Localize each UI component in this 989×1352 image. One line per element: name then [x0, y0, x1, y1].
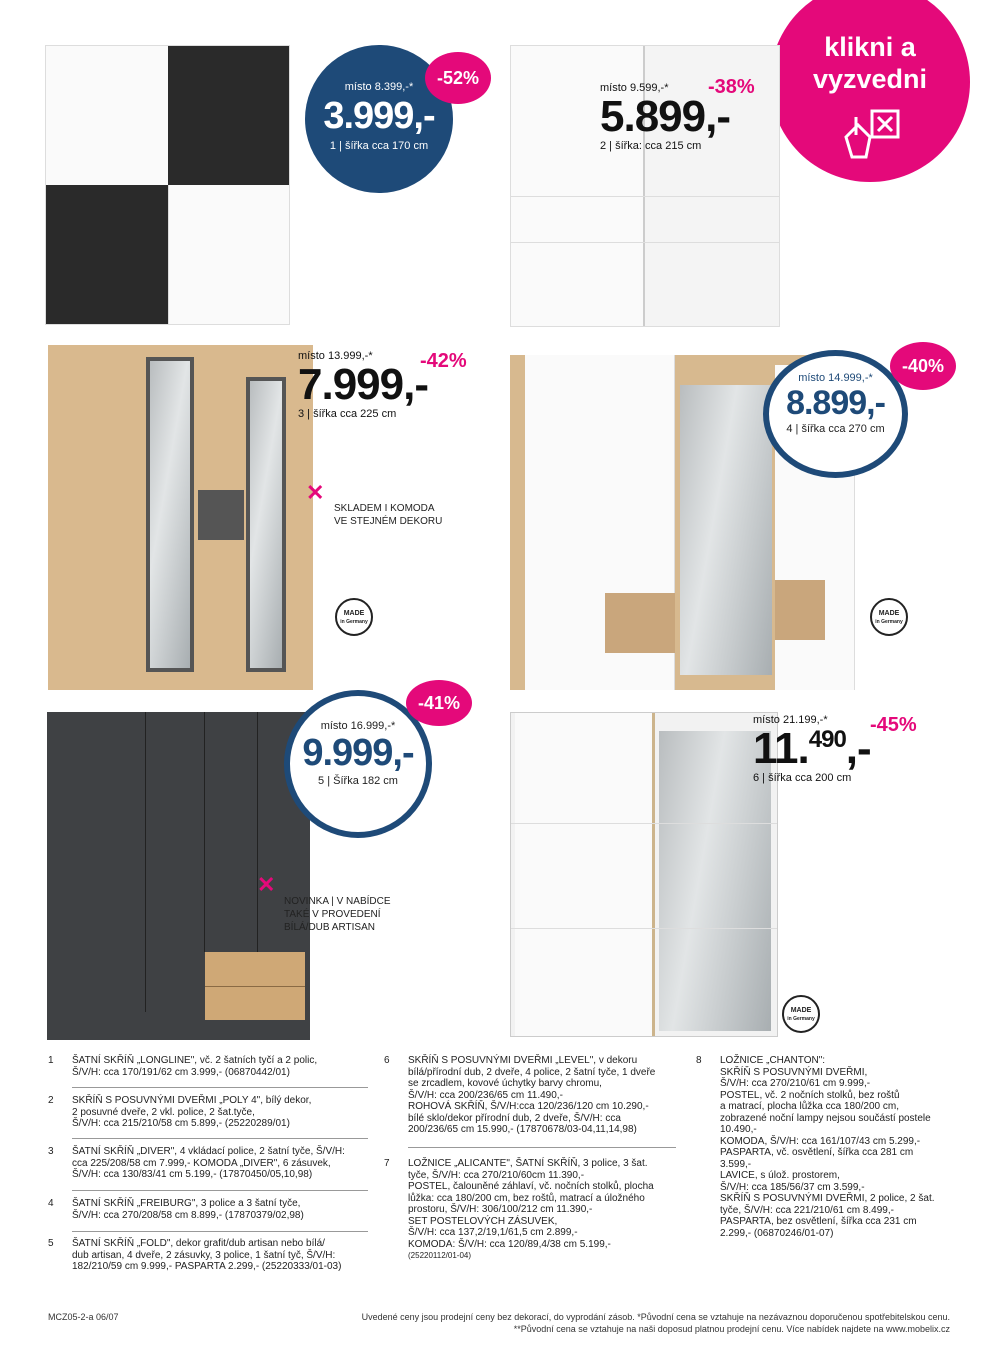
was-price: místo 16.999,-* [320, 720, 396, 732]
desc-line: LOŽNICE „CHANTON": [720, 1055, 826, 1066]
wardrobe-level-image [510, 712, 778, 1037]
desc-line: LOŽNICE „ALICANTE", ŠATNÍ SKŘÍŇ, 3 police, 3 šat. [408, 1158, 648, 1169]
desc-line: KOMODA: Š/V/H: cca 120/89,4/38 cm 5.199,- [408, 1238, 611, 1250]
discount-label-6: -45% [870, 714, 917, 736]
desc-line: tyče, Š/V/H: cca 221/210/61 cm 8.499,- [720, 1204, 894, 1216]
desc-line: LAVICE, s úlož. prostorem, [720, 1170, 840, 1181]
desc-line: 200/236/65 cm 15.990,- (17870678/03-04,11,14,98) [408, 1124, 637, 1135]
desc-line: dub artisan, 4 dveře, 2 zásuvky, 3 police, 1 šatní tyč, Š/V/H: [72, 1249, 336, 1261]
sale-price: 3.999,- [323, 95, 435, 137]
sale-price: 5.899,- [600, 92, 730, 141]
note-3 [334, 502, 442, 528]
footer-disclaimer-1: Uvedené ceny jsou prodejní ceny bez dekorací, do vyprodání zásob. *Původní cena se vztahuje na nezávaznou doporučenou spotřebitelskou cenu. [361, 1312, 950, 1322]
desc-line: 3.599,- [720, 1158, 752, 1170]
made-line: MADE [878, 610, 900, 617]
tap-hand-icon [836, 107, 904, 163]
discount-label-3: -42% [420, 350, 467, 372]
separator [72, 1231, 368, 1232]
sale-price: 8.899,- [786, 384, 885, 422]
desc-line: Š/V/H: cca 200/236/65 cm 11.490,- [408, 1089, 563, 1101]
desc-number: 5 [48, 1238, 54, 1249]
sale-price: 7.999,- [298, 360, 428, 409]
x-mark-icon: ✕ [257, 872, 276, 897]
desc-line: SKŘÍŇ S POSUVNÝMI DVEŘMI, 2 police, 2 šat. [720, 1193, 935, 1204]
price-block-6 [753, 714, 871, 784]
separator [72, 1138, 368, 1139]
click-collect-badge[interactable] [770, 0, 970, 182]
desc-line: lůžka: cca 180/200 cm, bez roštů, matrací a úložného [408, 1192, 645, 1204]
desc-line: zobrazené noční lampy nejsou součástí postele [720, 1112, 931, 1124]
x-mark-icon: ✕ [306, 480, 325, 505]
desc-line: 182/210/59 cm 9.999,- PASPARTA 2.299,- (25220333/01-03) [72, 1261, 342, 1272]
desc-line: SET POSTELOVÝCH ZÁSUVEK, [408, 1215, 558, 1227]
was-price: místo 9.599,-* [600, 82, 669, 94]
page-code: MCZ05-2-a 06/07 [48, 1312, 119, 1322]
price-block-3 [298, 350, 428, 420]
desc-line: tyče, Š/V/H: cca 270/210/60cm 11.390,- [408, 1169, 585, 1181]
made-in-germany-badge [335, 598, 373, 636]
desc-line: SKŘÍŇ S POSUVNÝMI DVEŘMI, [720, 1066, 868, 1078]
size-label: 6 | šířka cca 200 cm [753, 772, 852, 784]
separator [72, 1190, 368, 1191]
separator [72, 1087, 368, 1088]
made-in-germany-badge [870, 598, 908, 636]
desc-line: bílá/přírodní dub, 2 dveře, 4 police, 2 šatní tyče, 1 dveře [408, 1066, 656, 1078]
desc-number: 7 [384, 1158, 390, 1169]
price-circle-4 [763, 350, 908, 478]
desc-line: bílé sklo/dekor přírodní dub, 2 dveře, Š/V/H: cca [408, 1112, 621, 1124]
sale-price: 9.999,- [302, 732, 414, 774]
desc-number: 6 [384, 1055, 390, 1066]
desc-line: ŠATNÍ SKŘÍŇ „LONGLINE", vč. 2 šatních tyčí a 2 polic, [72, 1055, 318, 1066]
desc-number: 4 [48, 1198, 54, 1209]
desc-line: 2 posuvné dveře, 2 vkl. police, 2 šat.tyče, [72, 1106, 255, 1118]
desc-line: KOMODA, Š/V/H: cca 161/107/43 cm 5.299,- [720, 1135, 921, 1147]
price-tail: ,- [845, 724, 871, 773]
desc-line: SKŘÍŇ S POSUVNÝMI DVEŘMI „POLY 4", bílý dekor, [72, 1095, 312, 1106]
note-line: BÍLÁ/DUB ARTISAN [284, 922, 375, 933]
desc-line: ROHOVÁ SKŘÍŇ, Š/V/H:cca 120/236/120 cm 10.290,- [408, 1101, 649, 1112]
desc-line: SKŘÍŇ S POSUVNÝMI DVEŘMI „LEVEL", v dekoru [408, 1055, 638, 1066]
separator [408, 1147, 676, 1148]
was-price: místo 21.199,-* [753, 714, 828, 726]
desc-line: POSTEL, čalouněné záhlaví, vč. nočních stolků, plocha [408, 1181, 654, 1192]
desc-line: Š/V/H: cca 130/83/41 cm 5.199,- (17870450/05,10,98) [72, 1169, 313, 1180]
made-line: in Germany [787, 1016, 815, 1022]
wardrobe-diver-image [48, 345, 313, 690]
desc-line: a matrací, plocha lůžka cca 180/200 cm, [720, 1101, 899, 1112]
discount-badge-4: -40% [890, 342, 956, 390]
note-line: NOVINKA | V NABÍDCE [284, 896, 391, 907]
desc-number: 3 [48, 1146, 54, 1157]
cta-line1: klikni a [824, 32, 916, 62]
desc-line: ŠATNÍ SKŘÍŇ „FOLD", dekor grafit/dub artisan nebo bílá/ [72, 1238, 325, 1249]
note-5 [284, 895, 391, 934]
desc-line: 2.299,- (06870246/01-07) [720, 1227, 834, 1239]
was-price: místo 13.999,-* [298, 350, 373, 362]
size-label: 2 | šířka: cca 215 cm [600, 140, 702, 152]
size-label: 3 | šířka cca 225 cm [298, 408, 397, 420]
note-line: VE STEJNÉM DEKORU [334, 516, 443, 527]
made-line: in Germany [875, 619, 903, 625]
made-line: MADE [790, 1007, 812, 1014]
size-label: 4 | šířka cca 270 cm [786, 423, 885, 435]
made-in-germany-badge [782, 995, 820, 1033]
desc-line: 10.490,- [720, 1124, 757, 1135]
made-line: in Germany [340, 619, 368, 625]
desc-line: cca 225/208/58 cm 7.999,- KOMODA „DIVER", 6 zásuvek, [72, 1157, 331, 1169]
desc-number: 1 [48, 1055, 54, 1066]
note-line: SKLADEM I KOMODA [334, 503, 435, 514]
desc-line: ŠATNÍ SKŘÍŇ „FREIBURG", 3 police a 3 šatní tyče, [72, 1198, 301, 1209]
note-line: TAKÉ V PROVEDENÍ [284, 909, 381, 920]
desc-line: Š/V/H: cca 137,2/19,1/61,5 cm 2.899,- [408, 1227, 578, 1238]
desc-line: Š/V/H: cca 270/210/61 cm 9.999,- [720, 1078, 871, 1089]
was-price: místo 14.999,-* [798, 372, 873, 384]
desc-line: Š/V/H: cca 185/56/37 cm 3.599,- [720, 1181, 865, 1193]
made-line: MADE [343, 610, 365, 617]
desc-line: (25220112/01-04) [408, 1251, 472, 1260]
desc-number: 2 [48, 1095, 54, 1106]
desc-line: ŠATNÍ SKŘÍŇ „DIVER", 4 vkládací police, 2 šatní tyče, Š/V/H: [72, 1146, 345, 1157]
price-decimal: 490 [808, 726, 846, 753]
discount-badge-1: -52% [425, 52, 491, 104]
footer-disclaimer-2: **Původní cena se vztahuje na naši doposud platnou prodejní cenu. Více nabídek najdete na www.mobelix.cz [513, 1324, 950, 1334]
desc-line: POSTEL, vč. 2 nočních stolků, bez roštů [720, 1089, 900, 1101]
desc-line: se zrcadlem, kovové úchytky barvy chromu, [408, 1078, 602, 1089]
desc-line: Š/V/H: cca 270/208/58 cm 8.899,- (17870379/02,98) [72, 1209, 304, 1221]
was-price: místo 8.399,-* [344, 81, 414, 93]
desc-line: PASPARTA, vč. osvětlení, šířka cca 281 cm [720, 1147, 914, 1158]
price-main: 11. [753, 724, 809, 773]
discount-label-2: -38% [708, 76, 755, 98]
desc-line: Š/V/H: cca 215/210/58 cm 5.899,- (25220289/01) [72, 1118, 290, 1129]
desc-line: PASPARTA, bez osvětlení, šířka cca 231 cm [720, 1216, 917, 1227]
desc-number: 8 [696, 1055, 702, 1066]
desc-line: prostoru, Š/V/H: 306/100/212 cm 11.390,- [408, 1204, 593, 1215]
discount-badge-5: -41% [406, 680, 472, 726]
size-label: 5 | Šířka 182 cm [318, 775, 398, 787]
cta-line2: vyzvedni [812, 64, 928, 94]
sale-price [753, 726, 871, 772]
size-label: 1 | šířka cca 170 cm [329, 140, 429, 152]
wardrobe-longline-image [45, 45, 290, 325]
desc-line: Š/V/H: cca 170/191/62 cm 3.999,- (06870442/01) [72, 1066, 290, 1078]
